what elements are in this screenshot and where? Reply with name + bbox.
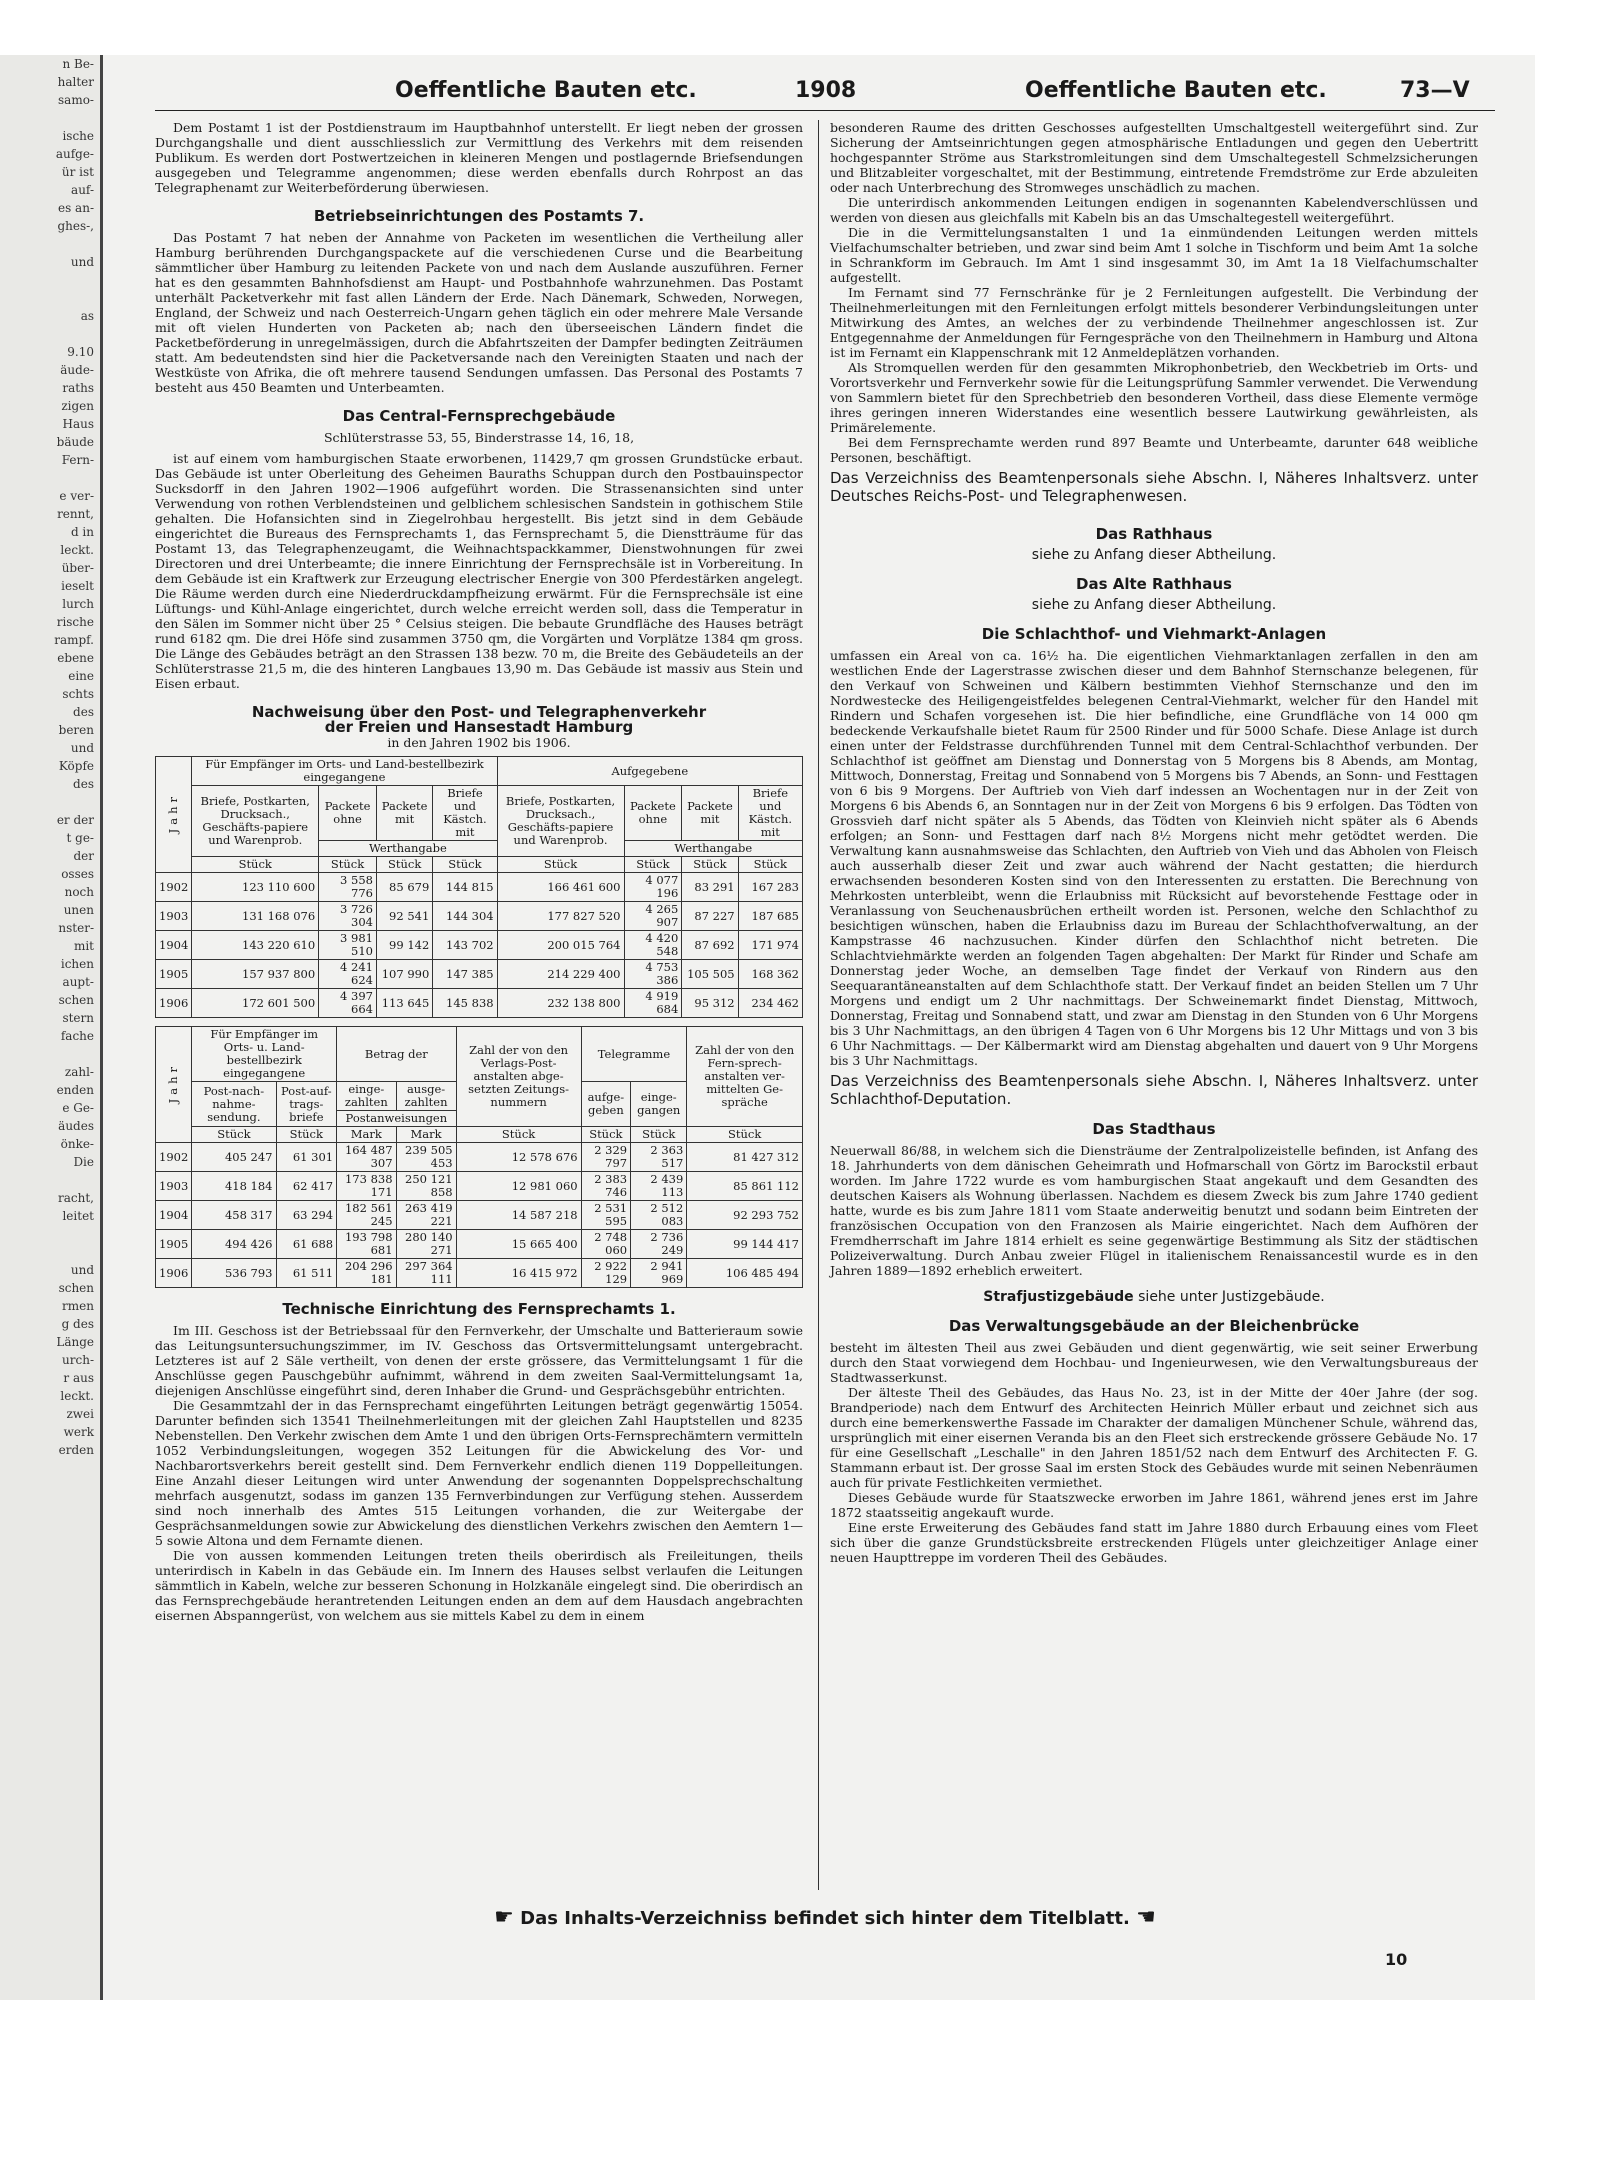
edge-text-fragment: unen [63,903,94,917]
edge-text-fragment: rische [56,615,94,629]
edge-text-fragment: Köpfe [58,759,94,773]
value-cell: 167 283 [738,873,802,902]
edge-text-fragment: leckt. [60,1389,94,1403]
value-cell: 83 291 [682,873,738,902]
column-header: Zahl der von den Fern-sprech-anstalten ver-mittelten Ge-spräche [687,1027,803,1127]
year-cell: 1903 [156,902,192,931]
value-cell: 4 919 684 [624,989,682,1018]
column-group-header: Aufgegebene [497,757,802,786]
value-cell: 2 531 595 [581,1201,631,1230]
column-header: Jahr [166,792,181,834]
edge-text-fragment [0,469,100,487]
value-cell: 61 511 [276,1259,337,1288]
value-cell: 4 241 624 [319,960,377,989]
value-cell: 164 487 307 [337,1143,396,1172]
unit-header: Stück [497,857,624,873]
value-cell: 105 505 [682,960,738,989]
value-cell: 168 362 [738,960,802,989]
edge-text-fragment: rmen [62,1299,94,1313]
edge-text-fragment: ebene [57,651,94,665]
value-cell: 2 748 060 [581,1230,631,1259]
edge-text-fragment: r aus [63,1371,94,1385]
edge-text-fragment: halter [57,75,94,89]
edge-text-fragment: äudes [58,1119,94,1133]
footer-notice [155,1905,1495,1930]
year-cell: 1906 [156,989,192,1018]
value-cell: 536 793 [192,1259,276,1288]
edge-text-fragment: schen [58,993,94,1007]
column-header: Zahl der von den Verlags-Post-anstalten abge-setzten Zeitungs-nummern [456,1027,581,1127]
value-cell: 87 692 [682,931,738,960]
edge-text-fragment: racht, [58,1191,94,1205]
value-cell: 63 294 [276,1201,337,1230]
column-header: Packete mit [682,786,738,841]
column-header: Packete ohne [624,786,682,841]
value-cell: 2 922 129 [581,1259,631,1288]
inline-text: siehe unter Justizgebäude. [1133,1289,1325,1305]
edge-text-fragment: lurch [62,597,94,611]
value-cell: 171 974 [738,931,802,960]
header-page-ref: 73—V [1400,78,1470,103]
paragraph: Als Stromquellen werden für den gesammten Mikrophonbetrieb, den Weckbetrieb im Orts- und Vorortsverkehr und Fernverkehr sowie für die Leitungsprüfung Sammler verwendet. Die Verwendung von Sammlern bietet für den Sprechbetrieb den besonderen Vortheil, dass diese Elemente vermöge ihres geringen inneren Widerstandes eine wesentlich bessere Lautwirkung gewährleisten, als Primärelemente. [830,360,1478,435]
column-header: Packete mit [376,786,432,841]
paragraph: Bei dem Fernsprechamte werden rund 897 Beamte und Unterbeamte, darunter 648 weibliche Personen, beschäftigt. [830,435,1478,465]
unit-header: Stück [624,857,682,873]
edge-text-fragment: rampf. [54,633,94,647]
edge-text-fragment: werk [63,1425,94,1439]
column-header: Postanweisungen [337,1111,456,1127]
column-header: aufge-geben [581,1082,631,1127]
column-header: Packete ohne [319,786,377,841]
year-cell: 1903 [156,1172,192,1201]
edge-text-fragment: enden [56,1083,94,1097]
unit-header: Stück [738,857,802,873]
section-note [830,1290,1478,1305]
value-cell: 62 417 [276,1172,337,1201]
value-cell: 182 561 245 [337,1201,396,1230]
value-cell: 85 679 [376,873,432,902]
paragraph: Dieses Gebäude wurde für Staatszwecke erworben im Jahre 1861, während jenes erst im Jahre 1872 staatsseitig angekauft wurde. [830,1490,1478,1520]
unit-header: Stück [456,1127,581,1143]
value-cell: 81 427 312 [687,1143,803,1172]
edge-text-fragment [0,793,100,811]
paragraph: Eine erste Erweiterung des Gebäudes fand statt im Jahre 1880 durch Erbauung eines vom Fleet sich über die ganze Grundstücksbreite erstreckenden Flügels unter gleichzeitiger Anlage einer neuen Haupttreppe im vorderen Theil des Gebäudes. [830,1520,1478,1565]
column-header: Briefe und Kästch. mit [738,786,802,841]
section-heading: Die Schlachthof- und Viehmarkt-Anlagen [981,625,1327,643]
value-cell: 263 419 221 [396,1201,456,1230]
table-row [156,873,803,902]
value-cell: 4 265 907 [624,902,682,931]
section-heading: Das Stadthaus [1092,1120,1216,1138]
value-cell: 2 512 083 [631,1201,687,1230]
edge-text-fragment: und [70,1263,94,1277]
value-cell: 3 726 304 [319,902,377,931]
edge-text-fragment: d in [70,525,94,539]
column-header: Post-nach-nahme-sendung. [192,1082,276,1127]
value-cell: 204 296 181 [337,1259,396,1288]
value-cell: 14 587 218 [456,1201,581,1230]
edge-text-fragment: zigen [61,399,94,413]
year-cell: 1902 [156,873,192,902]
table-row [156,1201,803,1230]
edge-text-fragment: ür ist [61,165,94,179]
value-cell: 4 753 386 [624,960,682,989]
year-cell: 1906 [156,1259,192,1288]
edge-text-fragment [0,1243,100,1261]
edge-text-fragment: zahl- [64,1065,94,1079]
value-cell: 193 798 681 [337,1230,396,1259]
table-row [156,1259,803,1288]
section-subheading: Schlüterstrasse 53, 55, Binderstrasse 14, 16, 18, [323,430,635,445]
section-heading: Das Central-Fernsprechgebäude [342,407,616,425]
value-cell: 2 941 969 [631,1259,687,1288]
edge-text-fragment: ghes-, [57,219,94,233]
value-cell: 85 861 112 [687,1172,803,1201]
paragraph: Im Fernamt sind 77 Fernschränke für je 2 Fernleitungen aufgestellt. Die Verbindung der Theilnehmerleitungen mit den Fernleitungen erfolgt mittels besonderer Verbindungsleitungen unter Mitwirkung des Amtes, an welches der zu verbindende Theilnehmer angeschlossen ist. Zur Entgegennahme der Anmeldungen für Ferngespräche von den Theilnehmern in Hamburg und Altona ist im Fernamt ein Klappenschrank mit 12 Anmeldeplätzen vorhanden. [830,285,1478,360]
unit-header: Mark [396,1127,456,1143]
edge-text-fragment: Die [73,1155,94,1169]
footer-text: Das Inhalts-Verzeichniss befindet sich hinter dem Titelblatt. [520,1908,1130,1929]
inline-heading: Strafjustizgebäude [983,1289,1134,1305]
edge-text-fragment: Fern- [61,453,94,467]
edge-text-fragment [0,109,100,127]
paragraph: Im III. Geschoss ist der Betriebssaal für den Fernverkehr, der Umschalte und Batterieraum sowie das Leitungsuntersuchungszimmer, im IV. Geschoss das Ortsvermittelungsamt untergebracht. Letzteres ist auf 2 Säle vertheilt, von denen der erste grössere, das Vermittelungsamt 1 für die Anschlüsse gegen Pauschgebühr aufnimmt, während in dem zweiten Saal-Vermittelungsamt 1a, diejenigen Anschlüsse eingeführt sind, deren Inhaber die Grund- und Gesprächsgebühr entrichten. [155,1323,803,1398]
edge-text-fragment: ische [62,129,94,143]
value-cell: 418 184 [192,1172,276,1201]
unit-header: Mark [337,1127,396,1143]
value-cell: 12 578 676 [456,1143,581,1172]
statistics-table-2 [155,1026,803,1288]
paragraph: besteht im ältesten Theil aus zwei Gebäuden und dient gegenwärtig, wie seit seiner Erwerbung durch den Staat vorwiegend dem Hochbau- und Ingenieurwesen, wie den Verwaltungsbureaus der Stadtwasserkunst. [830,1340,1478,1385]
value-cell: 107 990 [376,960,432,989]
edge-text-fragment: eine [68,669,94,683]
column-header: Werthangabe [319,841,497,857]
section-heading: Das Rathhaus [1095,525,1213,543]
paragraph: besonderen Raume des dritten Geschosses aufgestellten Umschaltgestell weitergeführt sind. Zur Sicherung der Amtseinrichtungen gegen atmosphärische Entladungen und gegen den Uebertritt hochgespannter Ströme aus Starkstromleitungen sind dem Umschaltegestell Schmelzsicherungen und Blitzableiter vorgeschaltet, mit der Bestimmung, eintretende Fremdströme zur Erde abzuleiten oder nach Unterbrechung des Stromweges unschädlich zu machen. [830,120,1478,195]
value-cell: 144 815 [433,873,497,902]
paragraph: Das Postamt 7 hat neben der Annahme von Packeten im wesentlichen die Vertheilung aller Hamburg berührenden Durchgangspackete auf die verschiedenen Curse und die Bearbeitung sämmtlicher über Hamburg zu leitenden Packete von und nach dem Auslande auszuführen. Ferner hat es den gesammten Bahnhofsdienst am Haupt- und Postbahnhofe wahrzunehmen. Das Postamt unterhält Packetverkehr mit fast allen Ländern der Erde. Nach Dänemark, Schweden, Norwegen, England, der Schweiz und nach Oesterreich-Ungarn gehen täglich ein oder mehrere Male Versande mit oft vielen Hunderten von Packeten ab; nach den überseeischen Ländern findet die Packetbeförderung in unregelmässigen, durch die Abfahrtszeiten der Dampfer bedingten Zeiträumen statt. Am bedeutendsten sind hier die Packetversande nach den Vereinigten Staaten und nach der Westküste von Afrika, die oft mehrere tausend Sendungen umfassen. Das Personal des Postamts 7 besteht aus 450 Beamten und Unterbeamten. [155,230,803,395]
paragraph: umfassen ein Areal von ca. 16½ ha. Die eigentlichen Viehmarktanlagen zerfallen in den am westlichen Ende der Lagerstrasse zwischen dieser und dem Bahnhof Sternschanze belegenen, für den Verkauf von Schweinen und Kälbern bestimmten Viehhof Sternschanze und den im Nordwestecke des Heiligengeistfeldes belegenen Central-Viehmarkt, welcher für den Handel mit Rindern und Schafen vorgesehen ist. Die hier befindliche, eine Grundfläche von 14 000 qm bedeckende Verkaufshalle bietet Raum für 2500 Rinder und für 5000 Schafe. Diese Anlage ist durch einen unter der Feldstrasse durchführenden Tunnel mit dem Central-Schlachthof verbunden. Der Schlachthof ist geöffnet am Dienstag und Donnerstag von 5 Morgens bis 8 Abends, am Montag, Mittwoch, Donnerstag, Freitag und Sonnabend von 5 Morgens bis 7 Abends, an Sonn- und Festtagen von 6 bis 9 Morgens. Der Auftrieb von Vieh darf indessen an Wochentagen nur in der Zeit von Morgens 6 bis Abends 6, an Sonntagen nur in der Zeit von Morgens 6 bis 9 erfolgen. Das Tödten von Grossvieh darf nicht später als 5 Abends, das Tödten von Kleinvieh nicht später als 6 Abends erfolgen; an Sonn- und Festtagen darf nach 8½ Morgens nicht mehr getödtet werden. Die Verwaltung kann ausnahmsweise das Schlachten, den Auftrieb von Vieh und das Abholen von Fleisch auch ausserhalb dieser Zeit und zwar auch während der Nacht gestatten; die hierdurch erwachsenden besonderen Kosten sind von den Interessenten zu erstatten. Die Berechnung von Mehrkosten unterbleibt, wenn die Erlaubniss mit Rücksicht auf bevorstehende Festtage oder in Veranlassung von Seuchenausbrüchen ertheilt worden ist. Personen, welche den Schlachthof zu besichtigen wünschen, haben die Erlaubniss dazu im Bureau der Schlachthofverwaltung, an der Kampstrasse 46 nachzusuchen. Kinder dürfen den Schlachthof nicht betreten. Die Schlachtviehmärkte werden an folgenden Tagen abgehalten: Der Markt für Rinder und Schafe am Donnerstag jeder Woche, an demselben Tage findet der Verkauf von Rindern aus den Seequarantäneanstalten auf dem Schlachthofe statt. Der Verkauf findet an beiden Stellen um 7 Uhr Morgens und endigt um 2 Uhr nachmittags. Der Schweinemarkt findet Dienstag, Mittwoch, Donnerstag, Freitag und Sonnabend statt, und zwar am Dienstag in den Stunden von 6 Uhr Morgens bis 3 Uhr Nachmittags, an den übrigen 4 Tagen von 6 Uhr Morgens bis 12 Uhr Mittags und von 3 bis 6 Uhr Nachmittags. — Der Kälbermarkt wird am Dienstag abgehalten und dauert von 9 Uhr Morgens bis 3 Uhr Nachmittags. [830,648,1478,1068]
value-cell: 147 385 [433,960,497,989]
paragraph: Neuerwall 86/88, in welchem sich die Diensträume der Zentralpolizeistelle befinden, ist Anfang des 18. Jahrhunderts von dem dänischen Geheimrath und Hofmarschall von Görtz im Barockstil erbaut worden. Im Jahre 1722 wurde es vom hamburgischen Staat angekauft und dem Gesandten des deutschen Kaisers als Wohnung überlassen. Nachdem es diesem Zweck bis zum Jahre 1740 gedient hatte, wurde es bis zum Jahre 1811 vom Staate anderweitig benutzt und sodann beim Eintreten der französischen Occupation von den Franzosen als Mairie eingerichtet. Nach dem Aufhören der Fremdherrschaft im Jahre 1814 erhielt es seine gegenwärtige Bestimmung als Sitz der städtischen Polizeiverwaltung. Durch Anbau zweier Flügel in italienischem Renaissancestil wurde es in den Jahren 1889—1892 erheblich erweitert. [830,1143,1478,1278]
edge-text-fragment [0,1045,100,1063]
edge-text-fragment: er der [56,813,94,827]
value-cell: 16 415 972 [456,1259,581,1288]
cross-reference: Das Verzeichniss des Beamtenpersonals siehe Abschn. I, Näheres Inhaltsverz. unter Schlachthof-Deputation. [830,1072,1478,1108]
value-cell: 92 293 752 [687,1201,803,1230]
paragraph: Der älteste Theil des Gebäudes, das Haus No. 23, ist in der Mitte der 40er Jahre (der sog. Brandperiode) nach dem Entwurf des Architecten Heinrich Müller erbaut und zeichnet sich aus durch eine bemerkenswerthe Fassade im Charakter der damaligen Münchener Schule, während das, ursprünglich mit einer eisernen Veranda bis an den Fleet sich erstreckende grössere Gebäude No. 17 für eine Gesellschaft „Leschalle" in den Jahren 1851/52 nach dem Entwurf des Architecten F. G. Stammann erbaut ist. Der grosse Saal im ersten Stock des Gebäudes wurde mit seinen Nebenräumen auch für private Festlichkeiten vermiethet. [830,1385,1478,1490]
edge-text-fragment: osses [61,867,94,881]
edge-text-fragment: des [73,777,94,791]
column-header: Briefe, Postkarten, Drucksach., Geschäfts-papiere und Warenprob. [192,786,319,857]
value-cell: 458 317 [192,1201,276,1230]
column-header: Post-auf-trags-briefe [276,1082,337,1127]
value-cell: 214 229 400 [497,960,624,989]
edge-text-fragment: beren [58,723,94,737]
year-cell: 1904 [156,1201,192,1230]
table-row [156,960,803,989]
value-cell: 144 304 [433,902,497,931]
running-header [155,70,1495,111]
edge-text-fragment: der [73,849,94,863]
value-cell: 200 015 764 [497,931,624,960]
edge-text-fragment: urch- [62,1353,94,1367]
value-cell: 173 838 171 [337,1172,396,1201]
value-cell: 99 142 [376,931,432,960]
unit-header: Stück [687,1127,803,1143]
edge-text-fragment: leitet [62,1209,94,1223]
section-heading: der Freien und Hansestadt Hamburg [324,718,634,736]
table-row [156,1172,803,1201]
value-cell: 106 485 494 [687,1259,803,1288]
value-cell: 4 077 196 [624,873,682,902]
edge-text-fragment: raths [62,381,94,395]
edge-text-fragment [0,1171,100,1189]
value-cell: 166 461 600 [497,873,624,902]
year-cell: 1905 [156,1230,192,1259]
edge-text-fragment: zwei [66,1407,94,1421]
value-cell: 123 110 600 [192,873,319,902]
value-cell: 15 665 400 [456,1230,581,1259]
unit-header: Stück [192,1127,276,1143]
table-row [156,1230,803,1259]
column-group-header: Für Empfänger im Orts- u. Land-bestellbezirk eingegangene [192,1027,337,1082]
unit-header: Stück [631,1127,687,1143]
edge-text-fragment: 9.10 [67,345,94,359]
value-cell: 280 140 271 [396,1230,456,1259]
edge-text-fragment: schen [58,1281,94,1295]
year-cell: 1904 [156,931,192,960]
edge-text-fragment: ieselt [61,579,94,593]
year-cell: 1902 [156,1143,192,1172]
value-cell: 2 329 797 [581,1143,631,1172]
unit-header: Stück [319,857,377,873]
section-subheading: in den Jahren 1902 bis 1906. [387,735,571,750]
unit-header: Stück [682,857,738,873]
value-cell: 157 937 800 [192,960,319,989]
edge-text-fragment: rennt, [57,507,94,521]
section-note: siehe zu Anfang dieser Abtheilung. [1031,597,1277,613]
right-column [830,120,1478,1565]
edge-text-fragment: stern [62,1011,94,1025]
edge-text-fragment: schts [62,687,94,701]
section-note: siehe zu Anfang dieser Abtheilung. [1031,547,1277,563]
value-cell: 239 505 453 [396,1143,456,1172]
value-cell: 177 827 520 [497,902,624,931]
edge-text-fragment: aufge- [55,147,94,161]
edge-text-fragment: Länge [56,1335,94,1349]
value-cell: 2 439 113 [631,1172,687,1201]
edge-text-fragment: des [73,705,94,719]
paragraph: ist auf einem vom hamburgischen Staate erworbenen, 11429,7 qm grossen Grundstücke erbaut. Das Gebäude ist unter Oberleitung des Geheimen Bauraths Schuppan durch den Postbauinspector Sucksdorff in den Jahren 1902—1906 aufgeführt worden. Die Strassenansichten sind unter Verwendung von rothen Verblendsteinen und gelblichem schlesischen Sandstein in gothischem Stile gehalten. Die Hofansichten sind in Ziegelrohbau hergestellt. Bis jetzt sind in dem Gebäude eingerichtet die Bureaus des Fernsprechamts 1, das Fernsprechamt 5, die Dienstträume für das Postamt 13, das Telegraphenzeugamt, die Weihnachtspackkammer, Dienstwohnungen für zwei Directoren und drei Unterbeamte; die innere Einrichtung der Fernsprechsäle ist in Vorbereitung. In dem Gebäude ist ein Kraftwerk zur Erzeugung electrischer Energie von 300 Pferdestärken angelegt. Die Räume werden durch eine Niederdruckdampfheizung erwärmt. Für die Fernsprechsäle ist eine Lüftungs- und Kühl-Anlage eingerichtet, durch welche erreicht werden soll, dass die Temperatur in den Sälen im Sommer nicht über 25 ° Celsius steigen. Die bebaute Grundfläche des Hauses beträgt rund 6182 qm. Die drei Höfe sind zusammen 3750 qm, die Vorgärten und Vorplätze 1384 qm gross. Die Länge des Gebäudes beträgt an den Strassen 138 bezw. 70 m, die Breite des Gebäudeteils an der Schlüterstrasse 21,5 m, die des hinteren Langbaues 13,90 m. Das Gebäude ist massiv aus Stein und Eisen erbaut. [155,451,803,691]
paragraph: Die in die Vermittelungsanstalten 1 und 1a einmündenden Leitungen werden mittels Vielfachumschalter betrieben, und zwar sind beim Amt 1 solche in Tischform und beim Amt 1a solche in Schrankform im Gebrauch. Im Amt 1 sind insgesammt 30, im Amt 1a 18 Vielfachumschalter aufgestellt. [830,225,1478,285]
table-row [156,1143,803,1172]
edge-text-fragment [0,325,100,343]
column-header: Jahr [166,1062,181,1104]
year-cell: 1905 [156,960,192,989]
section-heading: Das Alte Rathhaus [1076,575,1232,593]
column-divider [818,120,819,1890]
header-right-title: Oeffentliche Bauten etc. [1025,78,1327,103]
value-cell: 87 227 [682,902,738,931]
value-cell: 61 688 [276,1230,337,1259]
section-heading: Nachweisung über den Post- und Telegraphenverkehr [251,703,707,721]
adjacent-page-edge [0,55,102,2000]
edge-text-fragment: nster- [58,921,94,935]
edge-text-fragment [0,289,100,307]
edge-text-fragment: erden [58,1443,94,1457]
value-cell: 187 685 [738,902,802,931]
edge-text-fragment: ichen [60,957,94,971]
section-heading: Betriebseinrichtungen des Postamts 7. [313,207,645,225]
edge-text-fragment: önke- [60,1137,94,1151]
edge-text-fragment: n Be- [62,57,94,71]
section-heading: Das Verwaltungsgebäude an der Bleichenbrücke [948,1317,1360,1335]
table-row [156,902,803,931]
edge-text-fragment [0,271,100,289]
value-cell: 494 426 [192,1230,276,1259]
value-cell: 143 220 610 [192,931,319,960]
value-cell: 234 462 [738,989,802,1018]
unit-header: Stück [376,857,432,873]
value-cell: 2 363 517 [631,1143,687,1172]
edge-text-fragment: mit [73,939,94,953]
value-cell: 12 981 060 [456,1172,581,1201]
pointing-hand-icon: ☚ [1136,1905,1156,1930]
edge-text-fragment: und [70,741,94,755]
value-cell: 145 838 [433,989,497,1018]
column-header: einge-zahlten [337,1082,396,1111]
value-cell: 95 312 [682,989,738,1018]
value-cell: 143 702 [433,931,497,960]
page-number: 10 [1385,1950,1408,1969]
header-year: 1908 [795,78,857,103]
edge-text-fragment: e Ge- [62,1101,94,1115]
column-header: Briefe, Postkarten, Drucksach., Geschäfts-papiere und Warenprob. [497,786,624,857]
unit-header: Stück [581,1127,631,1143]
value-cell: 131 168 076 [192,902,319,931]
unit-header: Stück [276,1127,337,1143]
header-left-title: Oeffentliche Bauten etc. [395,78,697,103]
value-cell: 3 558 776 [319,873,377,902]
left-column [155,120,803,1623]
edge-text-fragment: t ge- [66,831,94,845]
edge-text-fragment: Haus [62,417,94,431]
value-cell: 4 420 548 [624,931,682,960]
edge-text-fragment: bäude [56,435,94,449]
edge-text-fragment: es an- [57,201,94,215]
value-cell: 61 301 [276,1143,337,1172]
column-header: Briefe und Kästch. mit [433,786,497,841]
edge-text-fragment: fache [60,1029,94,1043]
paragraph: Die unterirdisch ankommenden Leitungen endigen in sogenannten Kabelendverschlüssen und werden von diesen aus gleichfalls mit Kabeln bis an das Umschaltegestell weitergeführt. [830,195,1478,225]
section-heading: Technische Einrichtung des Fernsprechamts 1. [282,1300,676,1318]
value-cell: 2 383 746 [581,1172,631,1201]
value-cell: 232 138 800 [497,989,624,1018]
value-cell: 113 645 [376,989,432,1018]
edge-text-fragment: über- [61,561,94,575]
page [155,70,1495,1995]
column-header: Werthangabe [624,841,803,857]
value-cell: 297 364 111 [396,1259,456,1288]
edge-text-fragment: as [80,309,94,323]
edge-text-fragment [0,235,100,253]
paragraph: Die von aussen kommenden Leitungen treten theils oberirdisch als Freileitungen, theils unterirdisch in Kabeln in das Gebäude ein. Im Innern des Hauses selbst verlaufen die Leitungen sämmtlich in Kabeln, welche zur besseren Schonung in Holzkanäle eingelegt sind. Die oberirdisch an das Fernsprechgebäude herantretenden Leitungen enden an dem auf dem Hausdach angebrachten eisernen Abspanngerüst, von welchem aus sie mittels Kabel zu dem in einem [155,1548,803,1623]
table-body [156,1143,803,1288]
unit-header: Stück [192,857,319,873]
value-cell: 99 144 417 [687,1230,803,1259]
edge-text-fragment: aupt- [62,975,94,989]
edge-text-fragment: auf- [71,183,94,197]
statistics-table-1 [155,756,803,1018]
value-cell: 3 981 510 [319,931,377,960]
edge-text-fragment: e ver- [59,489,94,503]
column-group-header: Telegramme [581,1027,687,1082]
value-cell: 172 601 500 [192,989,319,1018]
edge-text-fragment [0,1225,100,1243]
value-cell: 2 736 249 [631,1230,687,1259]
column-group-header: Für Empfänger im Orts- und Land-bestellbezirk eingegangene [192,757,497,786]
edge-text-fragment: und [70,255,94,269]
edge-text-fragment: samo- [58,93,94,107]
table-row [156,989,803,1018]
table-row [156,931,803,960]
value-cell: 92 541 [376,902,432,931]
intro-paragraph: Dem Postamt 1 ist der Postdienstraum im Hauptbahnhof unterstellt. Er liegt neben der grossen Durchgangshalle und dient ausschliesslich zur Vermittlung des Verkehrs mit dem reisenden Publikum. Es werden dort Postwertzeichen in kleineren Mengen und postlagernde Briefsendungen ausgegeben und Telegramme angenommen; diese werden ebenfalls durch Rohrpost an das Telegraphenamt zur Weiterbeförderung überwiesen. [155,120,803,195]
edge-text-fragment: noch [64,885,94,899]
cross-reference: Das Verzeichniss des Beamtenpersonals siehe Abschn. I, Näheres Inhaltsverz. unter Deutsches Reichs-Post- und Telegraphenwesen. [830,469,1478,505]
column-header: ausge-zahlten [396,1082,456,1111]
pointing-hand-icon: ☛ [494,1905,514,1930]
unit-header: Stück [433,857,497,873]
value-cell: 405 247 [192,1143,276,1172]
value-cell: 4 397 664 [319,989,377,1018]
page-spine [100,55,103,2000]
edge-text-fragment: leckt. [60,543,94,557]
paragraph: Die Gesammtzahl der in das Fernsprechamt eingeführten Leitungen beträgt gegenwärtig 15054. Darunter befinden sich 13541 Theilnehmerleitungen mit der gleichen Zahl Hauptstellen und 8235 Nebenstellen. Den Verkehr zwischen dem Amte 1 und den übrigen Orts-Fernsprechämtern vermitteln 1052 Verbindungsleitungen, wogegen 352 Leitungen für die Abwickelung des Vor- und Nachbarortsverkehrs bereit gestellt sind. Dem Fernverkehr endlich dienen 119 Doppelleitungen. Eine Anzahl dieser Leitungen wird unter Anwendung der sogenannten Doppelsprechschaltung mehrfach ausgenutzt, sodass im ganzen 135 Fernverbindungen zur Verfügung stehen. Ausserdem sind noch innerhalb des Amtes 515 Leitungen vorhanden, die zur Weitergabe der Gesprächsanmeldungen sowie zur Abwickelung des dienstlichen Verkehrs zwischen den Aemtern 1—5 sowie Altona und dem Fernamte dienen. [155,1398,803,1548]
edge-text-fragment: g des [61,1317,94,1331]
column-header: einge-gangen [631,1082,687,1127]
column-group-header: Betrag der [337,1027,456,1082]
edge-text-fragment: äude- [60,363,94,377]
table-body [156,873,803,1018]
value-cell: 250 121 858 [396,1172,456,1201]
